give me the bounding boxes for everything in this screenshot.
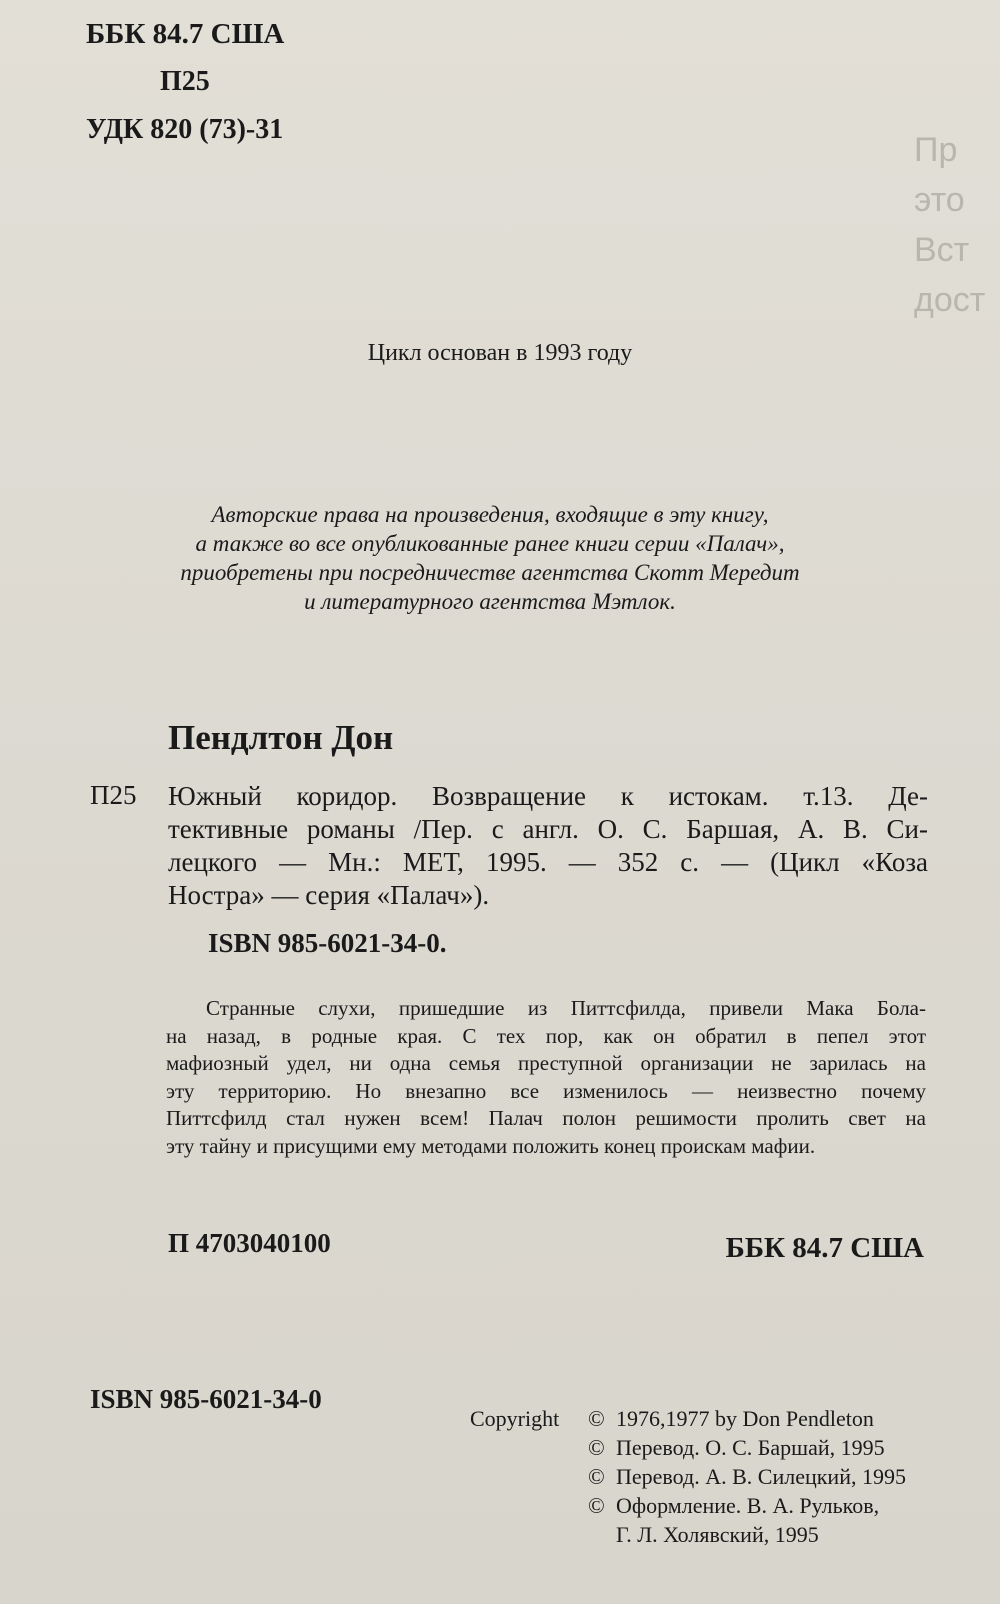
isbn-bottom: ISBN 985-6021-34-0 — [90, 1384, 322, 1414]
copyright-icon: © — [588, 1493, 605, 1518]
annotation-line: эту территорию. Но внезапно все изменилось — неизвестно почему — [166, 1078, 926, 1103]
description-line: Ностра» — серия «Палач»). — [168, 880, 490, 910]
rights-line: и литературного агентства Мэтлок. — [304, 589, 676, 614]
description-line: лецкого — Мн.: МЕТ, 1995. — 352 с. — (Цикл «Коза — [168, 847, 928, 877]
show-through-text: Пр это Вст дост — [914, 131, 986, 319]
copyright-line: Г. Л. Холявский, 1995 — [616, 1522, 819, 1547]
copyright-line: Оформление. В. А. Рульков, — [616, 1493, 880, 1518]
copyright-line: Перевод. О. С. Баршай, 1995 — [616, 1435, 885, 1460]
udk-code: УДК 820 (73)-31 — [86, 114, 284, 145]
description-line: Южный коридор. Возвращение к истокам. т.13. Де- — [168, 781, 928, 811]
rights-line: приобретены при посредничестве агентства Скотт Мередит — [180, 560, 800, 585]
annotation-line: на назад, в родные края. С тех пор, как он обратил в пепел этот — [166, 1023, 926, 1048]
cycle-note: Цикл основан в 1993 году — [367, 340, 633, 366]
rights-line: а также во все опубликованные ранее книги серии «Палач», — [195, 531, 785, 556]
bbk-code-bottom: ББК 84.7 США — [725, 1232, 924, 1264]
bbk-code-top: ББК 84.7 США — [86, 18, 285, 50]
catalog-code: П25 — [90, 780, 137, 810]
rights-note — [110, 500, 870, 616]
catalog-description — [168, 780, 928, 912]
rights-line: Авторские права на произведения, входящие в эту книгу, — [211, 502, 769, 527]
copyright-label: Copyright — [470, 1406, 560, 1431]
copyright-line: Перевод. А. В. Силецкий, 1995 — [616, 1464, 906, 1489]
copyright-line: 1976,1977 by Don Pendleton — [616, 1406, 874, 1431]
annotation — [166, 995, 926, 1160]
publication-number: П 4703040100 — [168, 1228, 331, 1258]
copyright-icon: © — [588, 1406, 605, 1431]
catalog-isbn: ISBN 985-6021-34-0. — [208, 928, 447, 958]
author-mark-top: П25 — [160, 66, 210, 97]
copyright-icon: © — [588, 1435, 605, 1460]
description-line: тективные романы /Пер. с англ. О. С. Баршая, А. В. Си- — [168, 814, 928, 844]
annotation-line: Странные слухи, пришедшие из Питтсфилда, привели Мака Бола- — [206, 996, 926, 1020]
copyright-icon: © — [588, 1464, 605, 1489]
annotation-line: эту тайну и присущими ему методами положить конец проискам мафии. — [166, 1133, 816, 1158]
author-heading: Пендлтон Дон — [168, 718, 394, 757]
annotation-line: Питтсфилд стал нужен всем! Палач полон решимости пролить свет на — [166, 1106, 926, 1130]
annotation-line: мафиозный удел, ни одна семья преступной организации не зарилась на — [166, 1051, 926, 1075]
